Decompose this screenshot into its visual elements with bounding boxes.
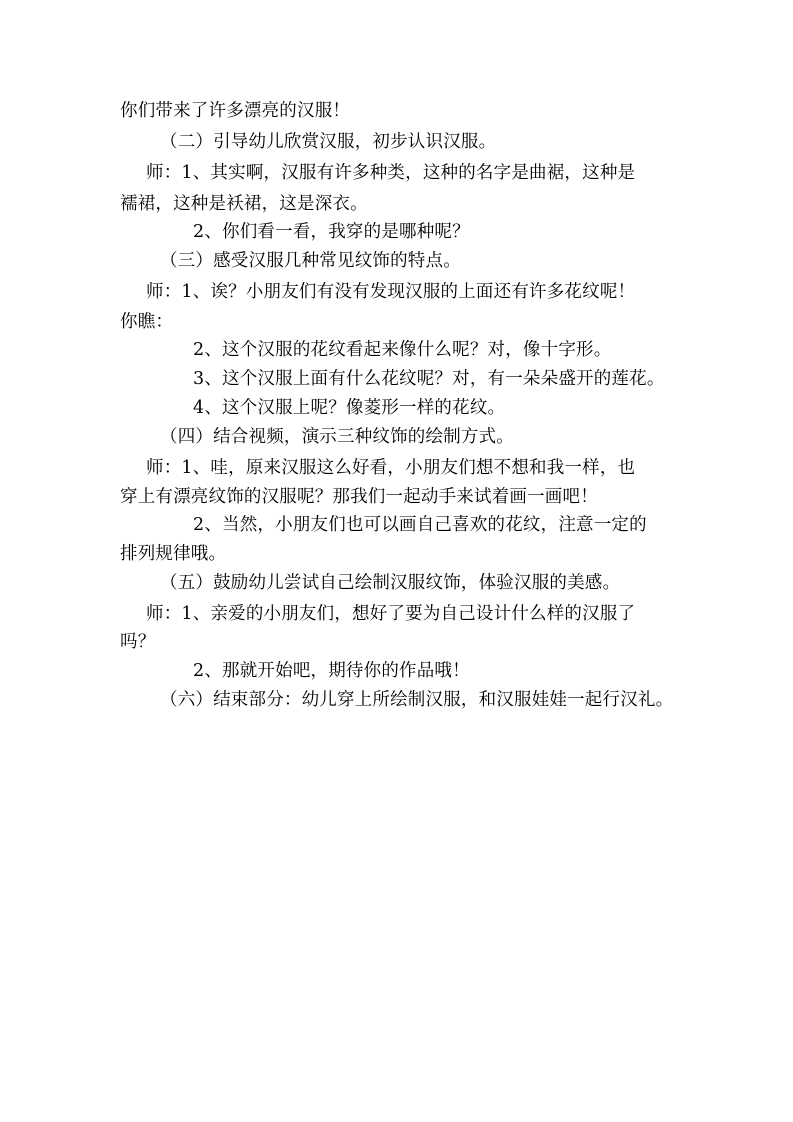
text-line: 师：1、诶？小朋友们有没有发现汉服的上面还有许多花纹呢！ — [146, 282, 636, 302]
text-line: 师：1、亲爱的小朋友们，想好了要为自己设计什么样的汉服了 — [146, 604, 636, 624]
text-line: 你们带来了许多漂亮的汉服！ — [120, 101, 351, 121]
text-line: 2、当然，小朋友们也可以画自己喜欢的花纹，注意一定的 — [193, 515, 647, 535]
section-heading: （五）鼓励幼儿尝试自己绘制汉服纹饰，体验汉服的美感。 — [160, 573, 621, 593]
text-line: 吗？ — [120, 632, 156, 652]
section-heading: （六）结束部分：幼儿穿上所绘制汉服，和汉服娃娃一起行汉礼。 — [160, 690, 674, 710]
text-line: 2、这个汉服的花纹看起来像什么呢？对，像十字形。 — [193, 340, 612, 360]
text-line: 4、这个汉服上呢？像菱形一样的花纹。 — [193, 398, 506, 418]
section-heading: （二）引导幼儿欣赏汉服，初步认识汉服。 — [160, 132, 497, 152]
text-line: 师：1、哇，原来汉服这么好看，小朋友们想不想和我一样，也 — [146, 458, 636, 478]
text-line: 你瞧： — [120, 312, 174, 332]
text-line: 穿上有漂亮纹饰的汉服呢？那我们一起动手来试着画一画吧！ — [120, 487, 598, 507]
text-line: 排列规律哦。 — [120, 544, 227, 564]
text-line: 2、你们看一看，我穿的是哪种呢？ — [193, 222, 470, 242]
text-line: 师：1、其实啊，汉服有许多种类，这种的名字是曲裾，这种是 — [146, 163, 636, 183]
text-line: 襦裙，这种是袄裙，这是深衣。 — [120, 194, 368, 214]
section-heading: （三）感受汉服几种常见纹饰的特点。 — [160, 251, 461, 271]
section-heading: （四）结合视频，演示三种纹饰的绘制方式。 — [160, 427, 514, 447]
text-line: 2、那就开始吧，期待你的作品哦！ — [193, 661, 470, 681]
text-line: 3、这个汉服上面有什么花纹呢？对，有一朵朵盛开的莲花。 — [193, 369, 665, 389]
